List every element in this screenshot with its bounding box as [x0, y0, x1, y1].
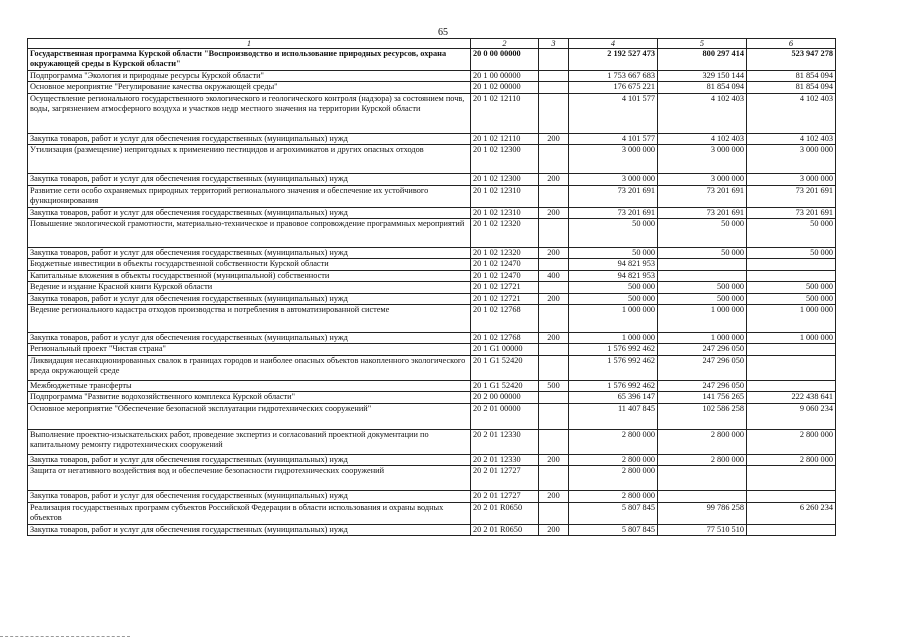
header-cell: 6 — [747, 39, 836, 49]
row-expense-type — [539, 305, 569, 333]
row-amount-year3 — [747, 491, 836, 502]
row-code: 20 1 02 12300 — [471, 145, 539, 174]
row-code: 20 1 02 12110 — [471, 93, 539, 133]
row-code: 20 2 01 R0650 — [471, 524, 539, 535]
row-amount-year2: 73 201 691 — [658, 185, 747, 207]
row-amount-year2: 247 296 050 — [658, 380, 747, 391]
row-name: Осуществление регионального государственного экологического и геологического контроля (надзора) за состоянием почв, воды, загрязнением атмосферного воздуха и участков недр местного значения на территории Курской области — [28, 93, 471, 133]
row-amount-year3: 50 000 — [747, 219, 836, 248]
row-amount-year2: 329 150 144 — [658, 71, 747, 82]
row-code: 20 2 01 12727 — [471, 491, 539, 502]
table-row — [28, 466, 836, 491]
row-expense-type: 200 — [539, 248, 569, 259]
row-code: 20 2 01 12330 — [471, 429, 539, 454]
row-amount-year3: 4 102 403 — [747, 93, 836, 133]
row-code: 20 1 02 12310 — [471, 185, 539, 207]
row-amount-year1: 1 000 000 — [569, 305, 658, 333]
table-row — [28, 454, 836, 465]
row-amount-year2 — [658, 491, 747, 502]
row-amount-year2: 247 296 050 — [658, 344, 747, 355]
row-code: 20 1 02 12320 — [471, 248, 539, 259]
row-amount-year3: 81 854 094 — [747, 82, 836, 93]
row-code: 20 1 02 12721 — [471, 293, 539, 304]
row-amount-year2 — [658, 270, 747, 281]
table-row — [28, 392, 836, 403]
row-amount-year1: 176 675 221 — [569, 82, 658, 93]
table-row — [28, 49, 836, 71]
row-amount-year1: 500 000 — [569, 282, 658, 293]
row-code: 20 0 00 00000 — [471, 49, 539, 71]
row-expense-type: 200 — [539, 133, 569, 144]
row-amount-year3: 50 000 — [747, 248, 836, 259]
row-expense-type — [539, 82, 569, 93]
row-expense-type — [539, 71, 569, 82]
row-amount-year3: 9 060 234 — [747, 403, 836, 429]
row-amount-year2: 2 800 000 — [658, 454, 747, 465]
row-amount-year2: 500 000 — [658, 282, 747, 293]
row-amount-year1: 1 753 667 683 — [569, 71, 658, 82]
header-cell: 3 — [539, 39, 569, 49]
row-amount-year1: 50 000 — [569, 219, 658, 248]
table-row — [28, 259, 836, 270]
table-row — [28, 174, 836, 185]
row-amount-year1: 500 000 — [569, 293, 658, 304]
row-amount-year1: 73 201 691 — [569, 185, 658, 207]
table-row — [28, 82, 836, 93]
table-row — [28, 305, 836, 333]
row-amount-year2 — [658, 466, 747, 491]
row-amount-year3: 222 438 641 — [747, 392, 836, 403]
row-name: Утилизация (размещение) непригодных к применению пестицидов и агрохимикатов и других опасных отходов — [28, 145, 471, 174]
row-name: Основное мероприятие "Регулирование качества окружающей среды" — [28, 82, 471, 93]
row-amount-year1: 11 407 845 — [569, 403, 658, 429]
row-amount-year1: 2 192 527 473 — [569, 49, 658, 71]
table-row — [28, 524, 836, 535]
row-amount-year1: 4 101 577 — [569, 93, 658, 133]
row-name: Повышение экологической грамотности, материально-техническое и правовое сопровождение программных мероприятий — [28, 219, 471, 248]
row-name: Закупка товаров, работ и услуг для обеспечения государственных (муниципальных) нужд — [28, 333, 471, 344]
row-amount-year3: 500 000 — [747, 282, 836, 293]
row-name: Защита от негативного воздействия вод и обеспечение безопасности гидротехнических сооружений — [28, 466, 471, 491]
row-code: 20 1 02 12470 — [471, 259, 539, 270]
row-code: 20 1 G1 52420 — [471, 355, 539, 380]
row-name: Закупка товаров, работ и услуг для обеспечения государственных (муниципальных) нужд — [28, 491, 471, 502]
row-amount-year3: 3 000 000 — [747, 174, 836, 185]
table-row — [28, 429, 836, 454]
row-amount-year3: 4 102 403 — [747, 133, 836, 144]
row-amount-year3 — [747, 466, 836, 491]
row-name: Развитие сети особо охраняемых природных территорий регионального значения и обеспечение их устойчивого функционирования — [28, 185, 471, 207]
row-code: 20 1 02 12768 — [471, 333, 539, 344]
row-expense-type: 200 — [539, 333, 569, 344]
row-amount-year3: 1 000 000 — [747, 305, 836, 333]
row-name: Реализация государственных программ субъектов Российской Федерации в области использования и охраны водных объектов — [28, 502, 471, 524]
table-row — [28, 93, 836, 133]
row-amount-year3 — [747, 259, 836, 270]
row-amount-year2: 102 586 258 — [658, 403, 747, 429]
table-row — [28, 248, 836, 259]
row-name: Государственная программа Курской области "Воспроизводство и использование природных ресурсов, охрана окружающей среды в Курской области" — [28, 49, 471, 71]
row-amount-year1: 2 800 000 — [569, 466, 658, 491]
row-amount-year2: 50 000 — [658, 248, 747, 259]
row-amount-year3: 3 000 000 — [747, 145, 836, 174]
row-expense-type — [539, 49, 569, 71]
row-code: 20 1 02 00000 — [471, 82, 539, 93]
row-expense-type: 200 — [539, 454, 569, 465]
row-amount-year1: 1 576 992 462 — [569, 355, 658, 380]
row-code: 20 1 02 12110 — [471, 133, 539, 144]
table-row — [28, 270, 836, 281]
row-name: Подпрограмма "Экология и природные ресурсы Курской области" — [28, 71, 471, 82]
row-amount-year1: 1 576 992 462 — [569, 344, 658, 355]
header-cell: 2 — [471, 39, 539, 49]
budget-table — [27, 38, 836, 536]
row-name: Бюджетные инвестиции в объекты государственной собственности Курской области — [28, 259, 471, 270]
table-row — [28, 333, 836, 344]
row-expense-type — [539, 185, 569, 207]
row-code: 20 1 02 12470 — [471, 270, 539, 281]
row-code: 20 2 01 12330 — [471, 454, 539, 465]
row-name: Закупка товаров, работ и услуг для обеспечения государственных (муниципальных) нужд — [28, 174, 471, 185]
table-row — [28, 293, 836, 304]
row-amount-year2: 1 000 000 — [658, 333, 747, 344]
row-amount-year3: 73 201 691 — [747, 207, 836, 218]
row-code: 20 2 01 00000 — [471, 403, 539, 429]
row-amount-year2: 800 297 414 — [658, 49, 747, 71]
row-amount-year1: 2 800 000 — [569, 454, 658, 465]
row-amount-year1: 3 000 000 — [569, 174, 658, 185]
row-expense-type — [539, 93, 569, 133]
row-expense-type — [539, 344, 569, 355]
row-amount-year3: 6 260 234 — [747, 502, 836, 524]
row-expense-type — [539, 502, 569, 524]
row-amount-year2: 77 510 510 — [658, 524, 747, 535]
row-amount-year2: 50 000 — [658, 219, 747, 248]
row-expense-type — [539, 259, 569, 270]
header-cell: 4 — [569, 39, 658, 49]
row-amount-year2: 500 000 — [658, 293, 747, 304]
row-name: Выполнение проектно-изыскательских работ, проведение экспертиз и согласований проектной документации по капитальному ремонту гидротехнических сооружений — [28, 429, 471, 454]
row-expense-type — [539, 429, 569, 454]
row-name: Основное мероприятие "Обеспечение безопасной эксплуатации гидротехнических сооружений" — [28, 403, 471, 429]
row-name: Ведение регионального кадастра отходов производства и потребления в автоматизированной системе — [28, 305, 471, 333]
row-name: Подпрограмма "Развитие водохозяйственного комплекса Курской области" — [28, 392, 471, 403]
row-amount-year1: 2 800 000 — [569, 491, 658, 502]
row-code: 20 1 00 00000 — [471, 71, 539, 82]
row-amount-year2 — [658, 259, 747, 270]
table-row — [28, 380, 836, 391]
table-row — [28, 355, 836, 380]
row-expense-type — [539, 466, 569, 491]
row-code: 20 1 02 12768 — [471, 305, 539, 333]
row-amount-year1: 1 576 992 462 — [569, 380, 658, 391]
row-amount-year1: 4 101 577 — [569, 133, 658, 144]
row-amount-year1: 5 807 845 — [569, 502, 658, 524]
row-expense-type: 200 — [539, 207, 569, 218]
row-amount-year2: 141 756 265 — [658, 392, 747, 403]
table-row — [28, 145, 836, 174]
row-expense-type — [539, 282, 569, 293]
row-amount-year2: 73 201 691 — [658, 207, 747, 218]
row-name: Закупка товаров, работ и услуг для обеспечения государственных (муниципальных) нужд — [28, 293, 471, 304]
page-edge-rule — [0, 636, 130, 637]
row-name: Ликвидация несанкционированных свалок в границах городов и наиболее опасных объектов накопленного экологического вреда окружающей среде — [28, 355, 471, 380]
row-amount-year1: 65 396 147 — [569, 392, 658, 403]
row-expense-type: 400 — [539, 270, 569, 281]
row-amount-year1: 1 000 000 — [569, 333, 658, 344]
row-code: 20 1 02 12721 — [471, 282, 539, 293]
row-name: Капитальные вложения в объекты государственной (муниципальной) собственности — [28, 270, 471, 281]
row-amount-year1: 2 800 000 — [569, 429, 658, 454]
row-expense-type — [539, 355, 569, 380]
row-name: Закупка товаров, работ и услуг для обеспечения государственных (муниципальных) нужд — [28, 133, 471, 144]
row-code: 20 1 G1 52420 — [471, 380, 539, 391]
row-amount-year1: 3 000 000 — [569, 145, 658, 174]
row-amount-year3 — [747, 270, 836, 281]
row-amount-year3 — [747, 524, 836, 535]
row-amount-year1: 73 201 691 — [569, 207, 658, 218]
table-row — [28, 185, 836, 207]
header-row — [28, 39, 836, 49]
row-expense-type: 500 — [539, 380, 569, 391]
row-expense-type — [539, 219, 569, 248]
row-amount-year1: 94 821 953 — [569, 259, 658, 270]
row-code: 20 2 01 R0650 — [471, 502, 539, 524]
row-expense-type: 200 — [539, 293, 569, 304]
row-amount-year2: 81 854 094 — [658, 82, 747, 93]
row-name: Межбюджетные трансферты — [28, 380, 471, 391]
table-row — [28, 71, 836, 82]
row-code: 20 1 02 12320 — [471, 219, 539, 248]
row-amount-year3: 500 000 — [747, 293, 836, 304]
row-amount-year2: 247 296 050 — [658, 355, 747, 380]
row-name: Закупка товаров, работ и услуг для обеспечения государственных (муниципальных) нужд — [28, 524, 471, 535]
row-amount-year3: 523 947 278 — [747, 49, 836, 71]
row-amount-year3: 2 800 000 — [747, 454, 836, 465]
row-code: 20 1 02 12310 — [471, 207, 539, 218]
header-cell: 1 — [28, 39, 471, 49]
row-amount-year2: 99 786 258 — [658, 502, 747, 524]
row-amount-year3: 2 800 000 — [747, 429, 836, 454]
table-row — [28, 133, 836, 144]
row-expense-type: 200 — [539, 524, 569, 535]
row-amount-year2: 4 102 403 — [658, 133, 747, 144]
row-code: 20 2 00 00000 — [471, 392, 539, 403]
table-row — [28, 491, 836, 502]
row-amount-year3 — [747, 355, 836, 380]
row-amount-year2: 4 102 403 — [658, 93, 747, 133]
row-name: Закупка товаров, работ и услуг для обеспечения государственных (муниципальных) нужд — [28, 248, 471, 259]
row-amount-year3: 1 000 000 — [747, 333, 836, 344]
row-amount-year2: 2 800 000 — [658, 429, 747, 454]
row-code: 20 1 02 12300 — [471, 174, 539, 185]
row-amount-year1: 50 000 — [569, 248, 658, 259]
row-amount-year3 — [747, 344, 836, 355]
row-amount-year2: 1 000 000 — [658, 305, 747, 333]
row-amount-year3: 73 201 691 — [747, 185, 836, 207]
row-amount-year2: 3 000 000 — [658, 145, 747, 174]
row-amount-year1: 94 821 953 — [569, 270, 658, 281]
table-row — [28, 403, 836, 429]
row-amount-year3: 81 854 094 — [747, 71, 836, 82]
header-cell: 5 — [658, 39, 747, 49]
row-name: Закупка товаров, работ и услуг для обеспечения государственных (муниципальных) нужд — [28, 207, 471, 218]
table-row — [28, 219, 836, 248]
row-amount-year2: 3 000 000 — [658, 174, 747, 185]
row-code: 20 2 01 12727 — [471, 466, 539, 491]
table-row — [28, 207, 836, 218]
row-name: Региональный проект "Чистая страна" — [28, 344, 471, 355]
row-expense-type: 200 — [539, 174, 569, 185]
page-number: 65 — [438, 27, 448, 38]
row-expense-type — [539, 392, 569, 403]
row-amount-year1: 5 807 845 — [569, 524, 658, 535]
row-expense-type — [539, 403, 569, 429]
table-row — [28, 502, 836, 524]
table-row — [28, 282, 836, 293]
row-amount-year3 — [747, 380, 836, 391]
row-expense-type: 200 — [539, 491, 569, 502]
row-expense-type — [539, 145, 569, 174]
row-name: Закупка товаров, работ и услуг для обеспечения государственных (муниципальных) нужд — [28, 454, 471, 465]
row-name: Ведение и издание Красной книги Курской области — [28, 282, 471, 293]
row-code: 20 1 G1 00000 — [471, 344, 539, 355]
table-row — [28, 344, 836, 355]
